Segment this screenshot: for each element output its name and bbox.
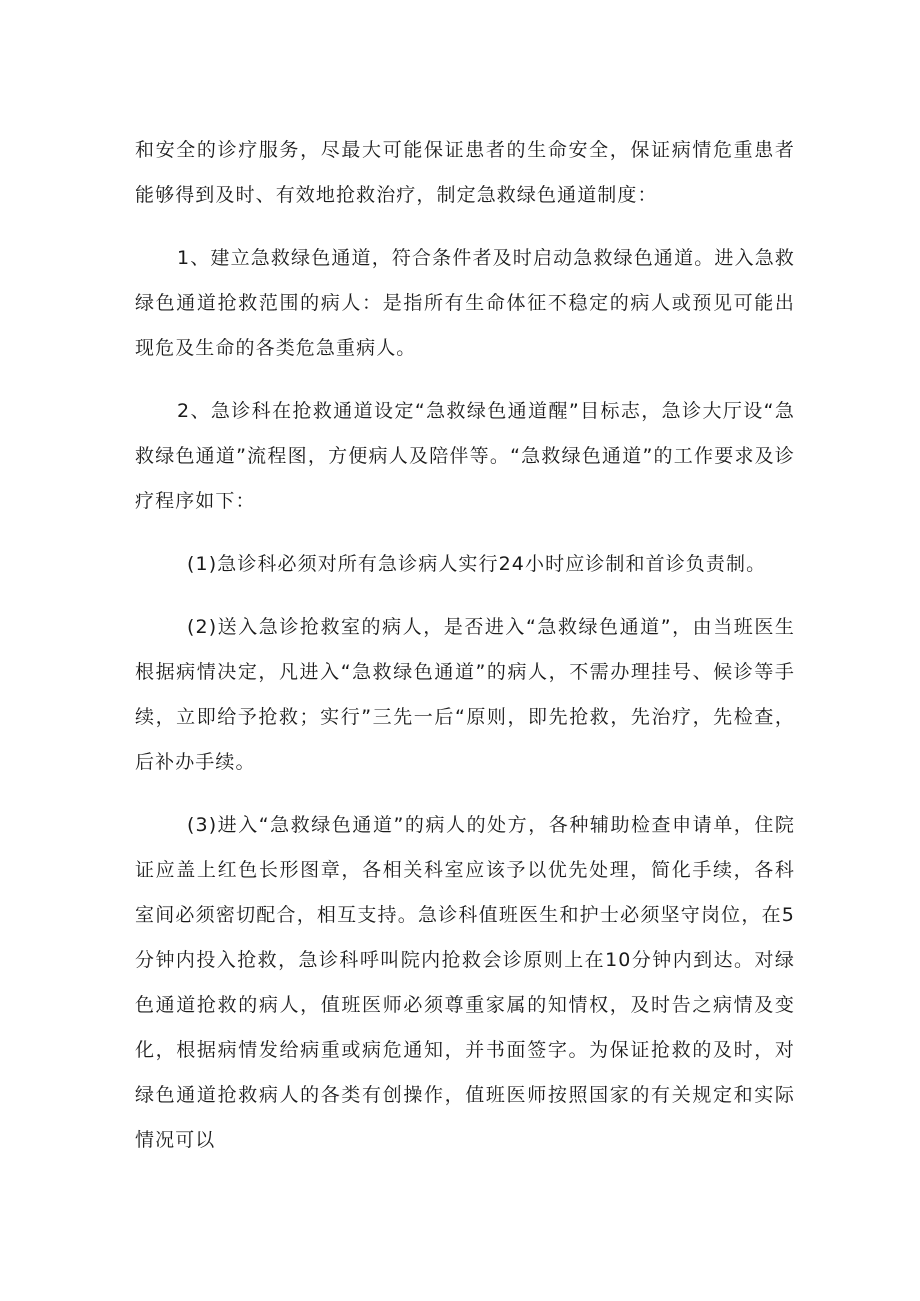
document-body [135,128,795,1181]
paragraph-subitem-1: (1)急诊科必须对所有急诊病人实行24小时应诊制和首诊负责制。 [187,553,767,575]
paragraph-intro: 和安全的诊疗服务，尽最大可能保证患者的生命安全，保证病情危重患者能够得到及时、有效地抢救治疗，制定急救绿色通道制度： [135,139,795,206]
paragraph-subitem-2: (2)送入急诊抢救室的病人，是否进入“急救绿色通道”，由当班医生根据病情决定，凡进入“急救绿色通道”的病人，不需办理挂号、候诊等手续，立即给予抢救；实行”三先一后“原则，即先抢救，先治疗，先检查，后补办手续。 [135,616,795,773]
paragraph-item-2: 2、急诊科在抢救通道设定“急救绿色通道醒”目标志，急诊大厅设“急救绿色通道”流程图，方便病人及陪伴等。“急救绿色通道”的工作要求及诊疗程序如下： [135,400,795,512]
paragraph-item-1: 1、建立急救绿色通道，符合条件者及时启动急救绿色通道。进入急救绿色通道抢救范围的病人：是指所有生命体征不稳定的病人或预见可能出现危及生命的各类危急重病人。 [135,247,795,359]
paragraph-subitem-3: (3)进入“急救绿色通道”的病人的处方，各种辅助检查申请单，住院证应盖上红色长形图章，各相关科室应该予以优先处理，简化手续，各科室间必须密切配合，相互支持。急诊科值班医生和护士必须坚守岗位，在5分钟内投入抢救，急诊科呼叫院内抢救会诊原则上在10分钟内到达。对绿色通道抢救的病人，值班医师必须尊重家属的知情权，及时告之病情及变化，根据病情发给病重或病危通知，并书面签字。为保证抢救的及时，对绿色通道抢救病人的各类有创操作，值班医师按照国家的有关规定和实际情况可以 [135,814,795,1151]
